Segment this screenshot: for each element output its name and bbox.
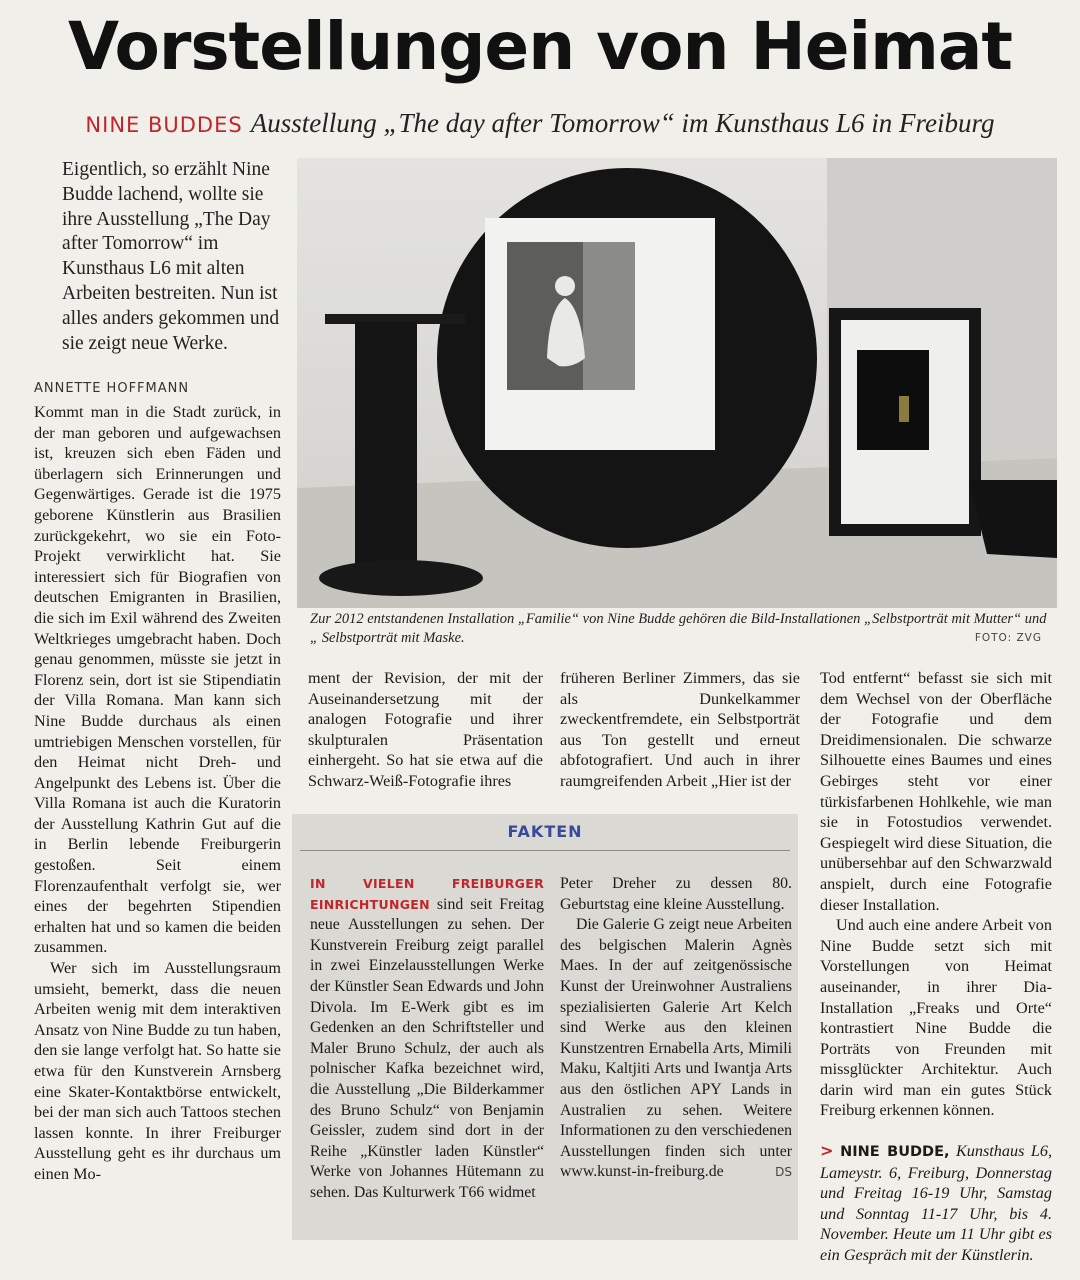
subhead-kicker: NINE BUDDES: [85, 113, 243, 137]
fakten-initials: DS: [775, 1165, 792, 1180]
fakten-divider: [300, 850, 790, 851]
body-paragraph: Kommt man in die Stadt zurück, in der man geboren und aufgewachsen ist, kreuzen sich eben Fäden und überlagern sich Erinnerungen und Gegenwärtiges. Gerade ist die 1975 geborene Künstlerin aus Brasilien zurückgekehrt, wo sie ein Foto-Projekt verwirklicht hat. Sie interessiert sich für Biografien von deutschen Emigranten in Brasilien, die sich im Exil während des Zweiten Weltkrieges umgebracht haben. Doch genau genommen, müsste sie jetzt in Florenz sein, dort ist sie Stipendiatin der Villa Romana. Man kann sich Nine Budde durchaus als einen umtriebigen Menschen vorstellen, für den Heimat nicht Dreh- und Angelpunkt des Lebens ist. Über die Villa Romana ist auch die Kuratorin der Ausstellung Kathrin Gut auf die in Berlin lebende Freiburgerin gestoßen. Seit einem Florenzaufenthalt verfolgt sie, wer eines der begehrten Stipendien erhalten hat und so kamen die beiden zusammen.: [34, 403, 281, 957]
subhead-text: Ausstellung „The day after Tomorrow“ im Kunsthaus L6 in Freiburg: [250, 108, 995, 138]
subhead: [0, 108, 1080, 139]
article-column-1: [34, 402, 281, 1185]
fakten-paragraph: [560, 915, 792, 1183]
fakten-paragraph: [310, 874, 544, 1204]
fakten-title: FAKTEN: [507, 822, 583, 841]
article-column-2: [308, 668, 543, 792]
body-paragraph: Wer sich im Ausstellungsraum umsieht, bemerkt, dass die neuen Arbeiten wenig mit dem interaktiven Ansatz von Nine Budde zu tun haben, den sie lange verfolgt hat. So hatte sie etwa für den Kunstverein Arnsberg eine Skater-Kontaktbörse entwickelt, bei der man sich auch Tattoos stechen lassen konnte. In ihrer Freiburger Ausstellung geht es ihr durchaus um einen Mo-: [34, 959, 281, 1183]
body-paragraph: Und auch eine andere Arbeit von Nine Budde setzt sich mit Vorstellungen von Heimat auseinander, in ihrer Dia-Installation „Freaks und Orte“ kontrastiert Nine Budde die Porträts von Freunden mit missglückter Architektur. Auch darin wird man ein gutes Stück Freiburg erkennen können.: [820, 916, 1052, 1120]
info-details: Kunsthaus L6, Lameystr. 6, Freiburg, Donnerstag und Freitag 16-19 Uhr, Samstag und Sonntag 11-17 Uhr, bis 4. November. Heute um 11 Uhr gibt es ein Gespräch mit der Künstlerin.: [820, 1142, 1053, 1265]
installation-illustration: [297, 158, 1057, 608]
fakten-text: sind seit Freitag neue Ausstellungen zu sehen. Der Kunstverein Freiburg zeigt parallel in zwei Einzelausstellungen Werke der Künstler Sean Edwards und John Divola. Im E-Werk gibt es im Gedenken an den Schriftsteller und Maler Bruno Schulz, der auch als polnischer Kafka bezeichnet wird, die Ausstellung „Die Bilderkammer des Bruno Schulz“ von Benjamin Geissler, zudem sind dort in der Reihe „Künstler laden Künstler“ Werke von Johannes Hütemann zu sehen. Das Kulturwerk T66 widmet: [310, 895, 544, 1201]
fakten-text: Die Galerie G zeigt neue Arbeiten des belgischen Malerin Agnès Maes. In der auf zeitgenössische Kunst der Ureinwohner Australiens spezialisierten Galerie Art Kelch sind Werke aus den kleinen Kunstzentren Ernabella Arts, Mimili Maku, Kaltjiti Arts und Iwantja Arts aus den östlichen APY Lands in Australien zu sehen. Weitere Informationen zu den verschiedenen Ausstellungen finden sich unter www.kunst-in-freiburg.de: [560, 916, 792, 1181]
exhibition-info: [820, 1141, 1052, 1266]
photo-credit: FOTO: ZVG: [974, 632, 1042, 644]
article-column-4: [820, 668, 1052, 1266]
photo-caption: Zur 2012 entstandenen Installation „Familie“ von Nine Budde gehören die Bild-Installationen „Selbstporträt mit Mutter“ und „ Selbstporträt mit Maske.: [310, 611, 1047, 646]
info-arrow-icon: >: [820, 1141, 834, 1161]
body-paragraph: früheren Berliner Zimmers, das sie als Dunkelkammer zweckentfremdete, ein Selbstporträt aus Ton gestellt und erneut abfotografiert. Und auch in ihrer raumgreifenden Arbeit „Hier ist der: [560, 669, 800, 790]
fakten-paragraph: Peter Dreher zu dessen 80. Geburtstag eine kleine Ausstellung.: [560, 875, 792, 913]
fakten-lead-caps: IN VIELEN FREIBURGER EINRICHTUNGEN: [310, 876, 544, 912]
lead-paragraph: Eigentlich, so erzählt Nine Budde lachend, wollte sie ihre Ausstellung „The Day after Tomorrow“ im Kunsthaus L6 mit alten Arbeiten bestreiten. Nun ist alles anders gekommen und sie zeigt neue Werke.: [62, 159, 280, 354]
byline: ANNETTE HOFFMANN: [34, 381, 190, 396]
body-paragraph: ment der Revision, der mit der Auseinandersetzung mit der analogen Fotografie und ihrer skulpturalen Präsentation einhergeht. So hat sie etwa auf die Schwarz-Weiß-Fotografie ihres: [308, 669, 543, 790]
info-name: NINE BUDDE,: [840, 1144, 950, 1161]
fakten-column-2: [560, 874, 792, 1183]
body-paragraph: Tod entfernt“ befasst sie sich mit dem Wechsel von der Oberfläche der Fotografie und dem Dreidimensionalen. Die schwarze Silhouette eines Baumes und eines Gebirges steht vor einer türkisfarbenen Hohlkehle, wie man sie in Fotostudios verwendet. Gespiegelt wird diese Situation, die unübersehbar auf den Schwarzwald anspielt, durch eine Fotografie dieser Installation.: [820, 669, 1052, 914]
exhibition-photo: [297, 158, 1057, 608]
headline: Vorstellungen von Heimat: [68, 8, 1012, 85]
fakten-column-1: [310, 874, 544, 1204]
article-column-3: [560, 668, 800, 792]
